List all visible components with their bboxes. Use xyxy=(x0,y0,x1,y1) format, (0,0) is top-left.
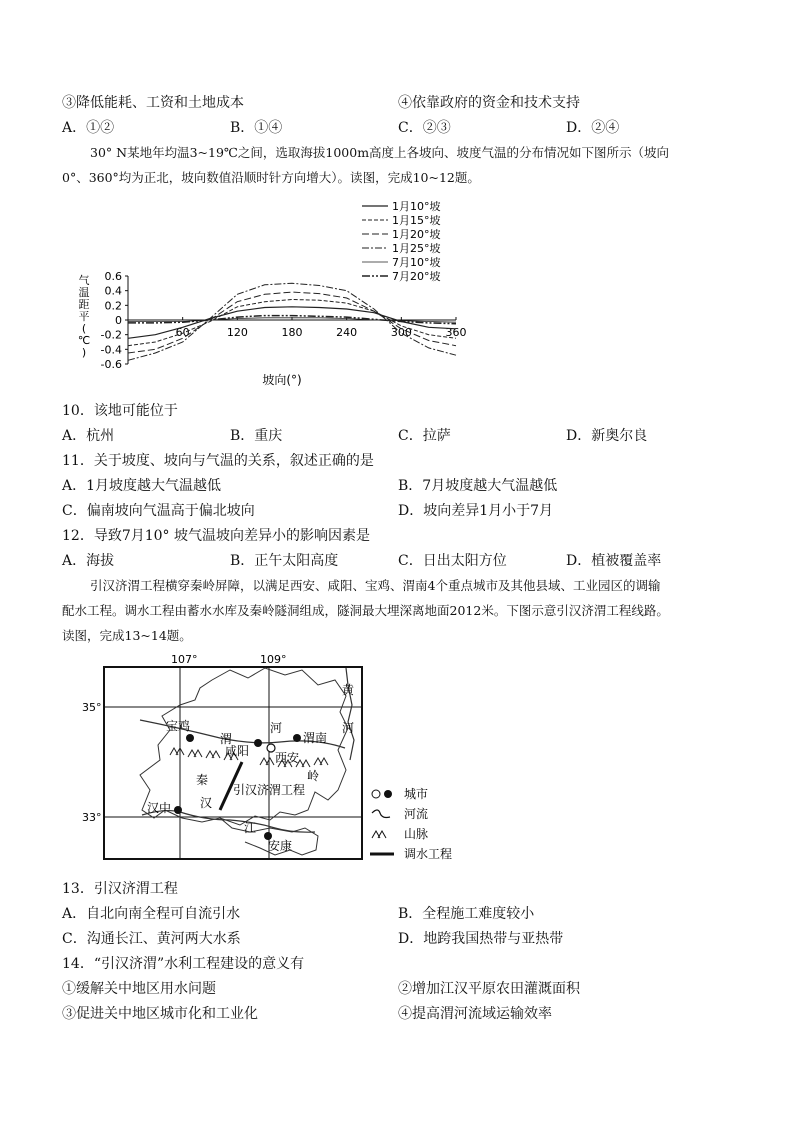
intro-paragraph-2-cont: 配水工程。调水工程由蓄水水库及秦岭隧洞组成，隧洞最大埋深离地面2012米。下图示意引汉济渭工程线路。 xyxy=(62,603,669,618)
x-tick-label: 240 xyxy=(336,326,358,339)
y-tick-label: 0.2 xyxy=(104,299,122,313)
q13-option-b: B．全程施工难度较小 xyxy=(398,906,535,922)
y-axis-label-char: ℃ xyxy=(77,334,91,347)
legend-label: 7月20°坡 xyxy=(392,270,441,283)
q11-option-c: C．偏南坡向气温高于偏北坡向 xyxy=(62,503,255,519)
q13-option-a: A．自北向南全程可自流引水 xyxy=(62,906,241,922)
q10-option-a: A．杭州 xyxy=(62,428,115,444)
y-axis-label-char: 平 xyxy=(78,310,90,323)
y-axis-label-char: 距 xyxy=(78,298,90,311)
x-tick-label: 120 xyxy=(226,326,248,339)
y-tick-label: -0.6 xyxy=(100,358,122,371)
legend-label: 1月15°坡 xyxy=(392,214,441,227)
lon-label-109: 109° xyxy=(260,653,287,666)
legend-label: 7月10°坡 xyxy=(392,256,441,269)
y-tick-label: 0.6 xyxy=(104,270,122,283)
city-xian xyxy=(267,744,275,752)
statement-4: ④依靠政府的资金和技术支持 xyxy=(398,95,580,111)
y-axis-label-char: 气 xyxy=(78,274,90,287)
x-axis-label: 坡向(°) xyxy=(262,373,302,386)
q10-stem: 10．该地可能位于 xyxy=(62,403,178,419)
label-wei: 渭 xyxy=(220,732,233,746)
q9-option-b: B．①④ xyxy=(230,120,283,136)
q12-option-c: C．日出太阳方位 xyxy=(398,553,507,569)
q14-option-1: ①缓解关中地区用水问题 xyxy=(62,981,216,997)
y-axis-label-char: ( xyxy=(81,322,87,335)
label-xian: 西安 xyxy=(275,751,300,765)
label-xianyang: 咸阳 xyxy=(225,744,250,758)
q12-stem: 12．导致7月10° 坡气温坡向差异小的影响因素是 xyxy=(62,528,370,544)
label-jiang: 江 xyxy=(244,821,257,835)
intro-paragraph-2: 引汉济渭工程横穿秦岭屏障，以满足西安、咸阳、宝鸡、渭南4个重点城市及其他县域、工业园区的调输 xyxy=(90,578,661,593)
city-hanzhong xyxy=(174,806,182,814)
q14-option-4: ④提高渭河流域运输效率 xyxy=(398,1006,552,1022)
x-tick-label: 180 xyxy=(281,326,303,339)
q12-option-d: D．植被覆盖率 xyxy=(566,553,662,569)
city-baoji xyxy=(186,734,194,742)
label-ling: 岭 xyxy=(307,769,320,783)
legend-label: 1月20°坡 xyxy=(392,228,441,241)
x-tick-label: 60 xyxy=(175,326,190,339)
q14-option-3: ③促进关中地区城市化和工业化 xyxy=(62,1006,258,1022)
q13-option-d: D．地跨我国热带与亚热带 xyxy=(398,931,564,947)
label-weinan: 渭南 xyxy=(303,731,328,745)
city-xianyang xyxy=(254,739,262,747)
legend-label: 1月10°坡 xyxy=(392,200,441,213)
q13-stem: 13．引汉济渭工程 xyxy=(62,881,178,897)
x-tick-label: 360 xyxy=(445,326,467,339)
label-he2: 河 xyxy=(342,721,355,735)
label-hanzhong: 汉中 xyxy=(147,801,172,815)
q11-stem: 11．关于坡度、坡向与气温的关系，叙述正确的是 xyxy=(62,453,374,469)
project-route-map xyxy=(70,650,470,865)
label-project: 引汉济渭工程 xyxy=(233,783,306,797)
q9-option-a: A．①② xyxy=(62,120,115,136)
q10-option-b: B．重庆 xyxy=(230,428,283,444)
label-huang: 黄 xyxy=(342,683,355,697)
x-tick-label: 300 xyxy=(390,326,412,339)
label-qin: 秦 xyxy=(196,773,209,787)
lat-label-33: 33° xyxy=(82,811,102,824)
q14-option-2: ②增加江汉平原农田灌溉面积 xyxy=(398,981,580,997)
lon-label-107: 107° xyxy=(171,653,198,666)
y-tick-label: -0.2 xyxy=(100,328,122,342)
svg-text:调水工程: 调水工程 xyxy=(404,847,453,861)
y-tick-label: 0 xyxy=(115,314,122,327)
q10-option-c: C．拉萨 xyxy=(398,428,451,444)
label-baoji: 宝鸡 xyxy=(166,719,191,733)
q12-option-b: B．正午太阳高度 xyxy=(230,553,339,569)
q14-stem: 14．“引汉济渭”水利工程建设的意义有 xyxy=(62,956,305,972)
y-tick-label: -0.4 xyxy=(100,343,122,357)
q13-option-c: C．沟通长江、黄河两大水系 xyxy=(62,931,241,947)
q10-option-d: D．新奥尔良 xyxy=(566,428,648,444)
city-weinan xyxy=(293,734,301,742)
svg-text:城市: 城市 xyxy=(404,787,429,801)
y-axis-label-char: ) xyxy=(81,346,87,359)
map-frame xyxy=(104,667,362,859)
q9-option-c: C．②③ xyxy=(398,120,451,136)
q9-option-d: D．②④ xyxy=(566,120,620,136)
q11-option-d: D．坡向差异1月小于7月 xyxy=(398,503,554,519)
label-han: 汉 xyxy=(200,796,213,810)
y-axis-label-char: 温 xyxy=(78,286,90,299)
map-legend xyxy=(370,787,452,861)
svg-text:河流: 河流 xyxy=(404,807,429,821)
q11-option-a: A．1月坡度越大气温越低 xyxy=(62,478,222,494)
lat-label-35: 35° xyxy=(82,701,102,714)
y-tick-label: 0.4 xyxy=(104,284,122,298)
intro-paragraph-1: 30° N某地年均温3~19℃之间，选取海拔1000m高度上各坡向、坡度气温的分布情况如下图所示（坡向 xyxy=(90,145,670,160)
q11-option-b: B．7月坡度越大气温越低 xyxy=(398,478,558,494)
svg-text:山脉: 山脉 xyxy=(404,827,429,841)
temperature-anomaly-chart xyxy=(70,196,480,386)
label-ankang: 安康 xyxy=(268,839,293,853)
intro-paragraph-2-end: 读图，完成13~14题。 xyxy=(62,628,192,643)
y-axis-label xyxy=(78,273,90,359)
intro-paragraph-1-cont: 0°、360°均为正北，坡向数值沿顺时针方向增大）。读图，完成10~12题。 xyxy=(62,170,480,185)
label-he: 河 xyxy=(270,721,283,735)
legend-label: 1月25°坡 xyxy=(392,242,441,255)
q12-option-a: A．海拔 xyxy=(62,553,115,569)
statement-3: ③降低能耗、工资和土地成本 xyxy=(62,95,244,111)
